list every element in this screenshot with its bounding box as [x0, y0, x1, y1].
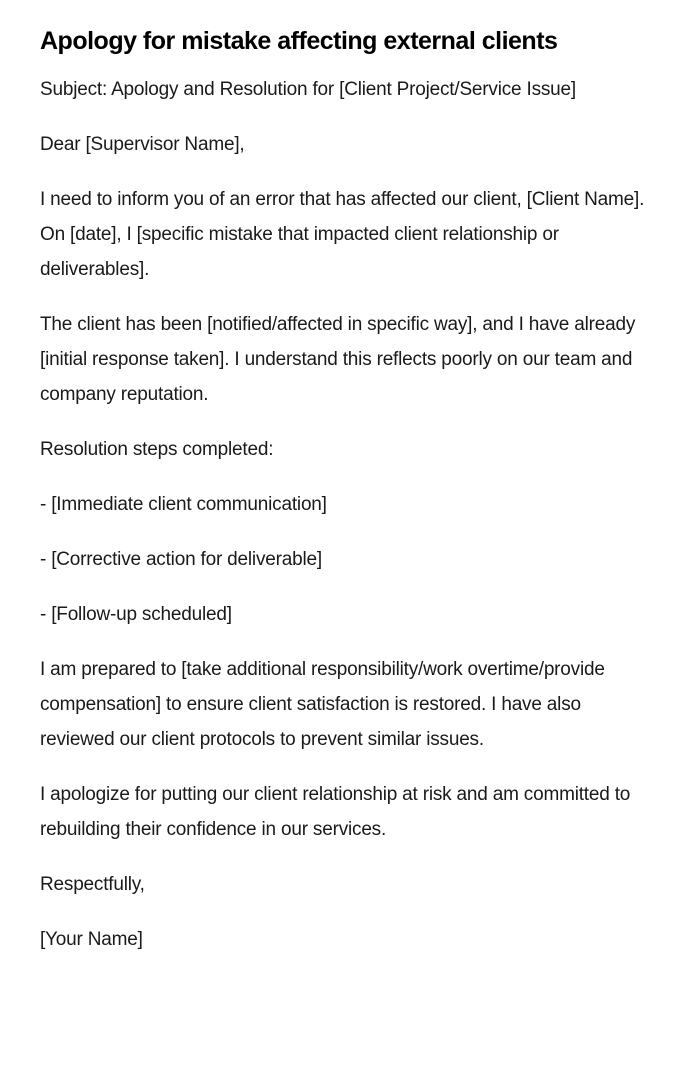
salutation: Dear [Supervisor Name], — [40, 134, 245, 155]
steps-heading: Resolution steps completed: — [40, 439, 274, 460]
step-item: - [Corrective action for deliverable] — [40, 549, 322, 570]
body-paragraph: I need to inform you of an error that has affected our client, [Client Name]. On [date], I [specific mistake that impacted client relationship or deliverables]. — [40, 189, 645, 280]
step-item: - [Follow-up scheduled] — [40, 604, 232, 625]
body-paragraph: I am prepared to [take additional responsibility/work overtime/provide compensation] to ensure client satisfaction is restored. I have also reviewed our client protocols to prevent similar issues. — [40, 659, 605, 750]
body-paragraph: I apologize for putting our client relationship at risk and am committed to rebuilding their confidence in our services. — [40, 784, 631, 840]
page-title: Apology for mistake affecting external clients — [40, 27, 558, 55]
signature: [Your Name] — [40, 929, 143, 950]
subject-line: Subject: Apology and Resolution for [Client Project/Service Issue] — [40, 79, 576, 100]
sign-off: Respectfully, — [40, 874, 145, 895]
step-item: - [Immediate client communication] — [40, 494, 327, 515]
body-paragraph: The client has been [notified/affected in specific way], and I have already [initial response taken]. I understand this reflects poorly on our team and company reputation. — [40, 314, 636, 405]
